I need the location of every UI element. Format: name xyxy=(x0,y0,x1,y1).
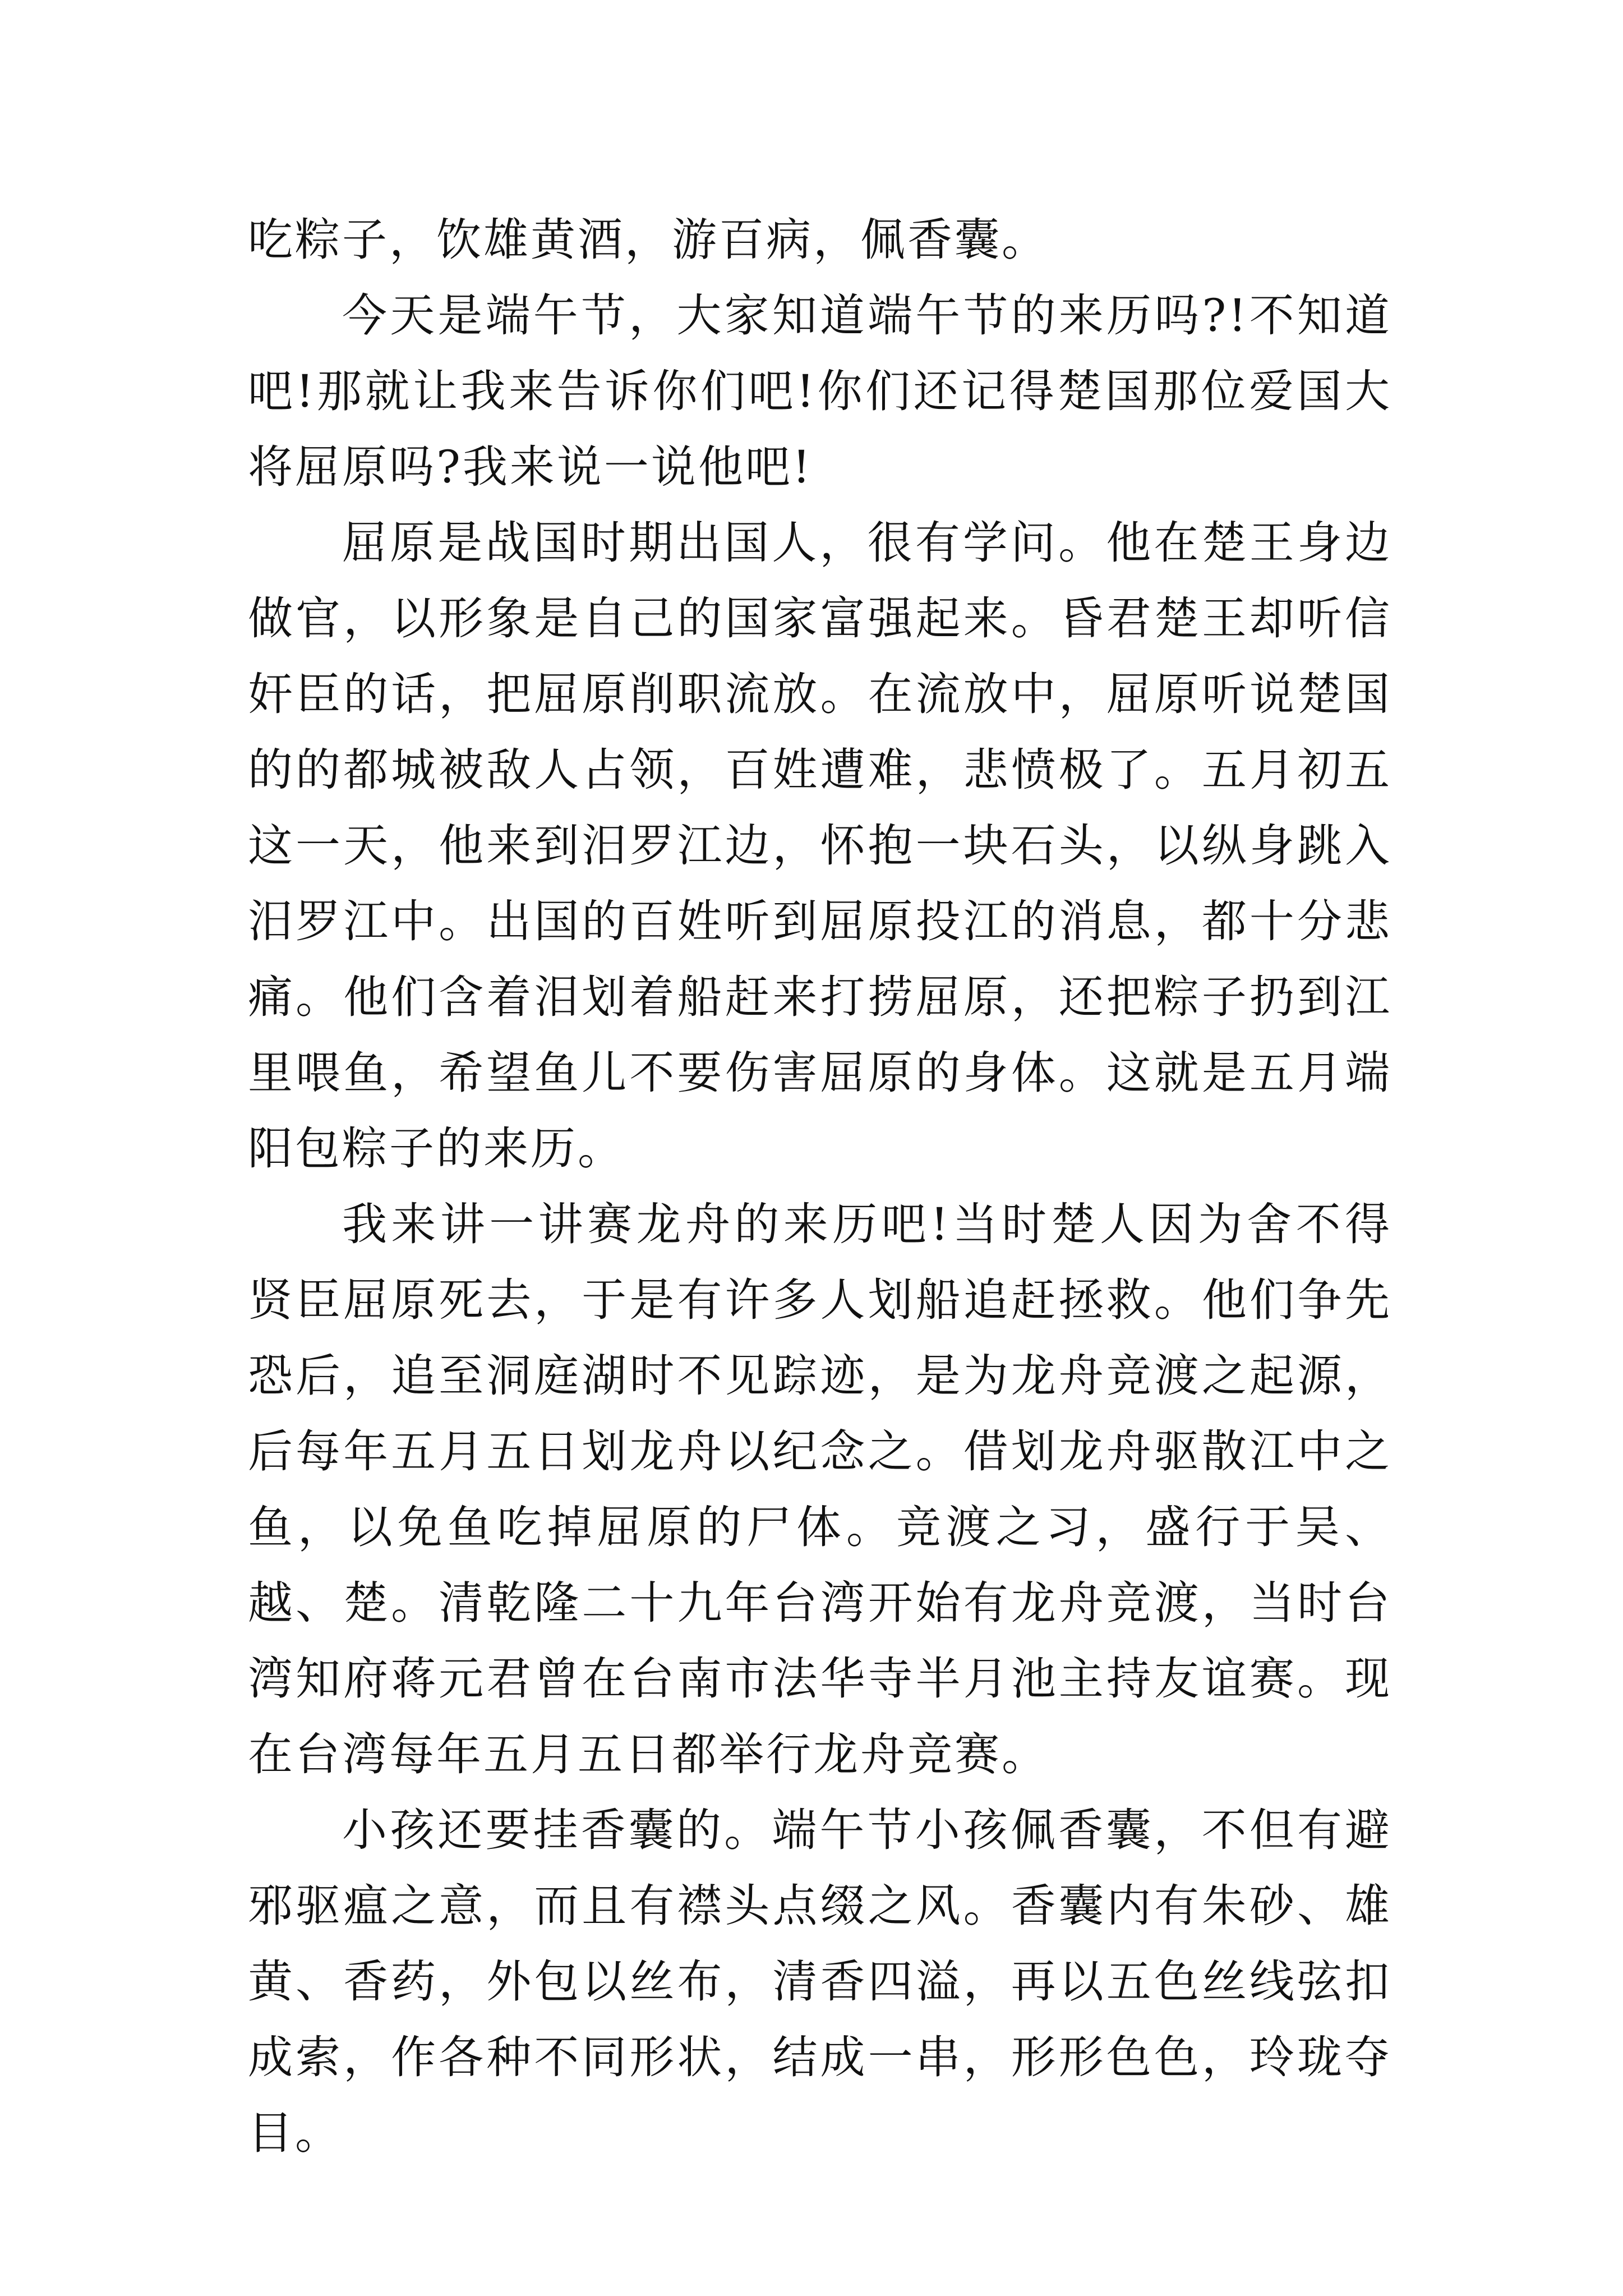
paragraph-2: 今天是端午节，大家知道端午节的来历吗?!不知道吧!那就让我来告诉你们吧!你们还记得楚国那位爱国大将屈原吗?我来说一说他吧! xyxy=(248,289,1392,493)
paragraph-3: 屈原是战国时期出国人，很有学问。他在楚王身边做官，以形象是自己的国家富强起来。昏君楚王却听信奸臣的话，把屈原削职流放。在流放中，屈原听说楚国的的都城被敌人占领，百姓遭难，悲愤极了。五月初五这一天，他来到汨罗江边，怀抱一块石头，以纵身跳入汨罗江中。出国的百姓听到屈原投江的消息，都十分悲痛。他们含着泪划着船赶来打捞屈原，还把粽子扔到江里喂鱼，希望鱼儿不要伤害屈原的身体。这就是五月端阳包粽子的来历。 xyxy=(248,517,1392,1175)
paragraph-1: 吃粽子，饮雄黄酒，游百病，佩香囊。 xyxy=(248,214,1049,266)
paragraph-5: 小孩还要挂香囊的。端午节小孩佩香囊，不但有避邪驱瘟之意，而且有襟头点缀之风。香囊内有朱砂、雄黄、香药，外包以丝布，清香四溢，再以五色丝线弦扣成索，作各种不同形状，结成一串，形形色色，玲珑夺目。 xyxy=(248,1804,1392,2159)
paragraph-4: 我来讲一讲赛龙舟的来历吧!当时楚人因为舍不得贤臣屈原死去，于是有许多人划船追赶拯救。他们争先恐后，追至洞庭湖时不见踪迹，是为龙舟竞渡之起源，后每年五月五日划龙舟以纪念之。借划龙舟驱散江中之鱼，以免鱼吃掉屈原的尸体。竞渡之习，盛行于吴、越、楚。清乾隆二十九年台湾开始有龙舟竞渡，当时台湾知府蒋元君曾在台南市法华寺半月池主持友谊赛。现在台湾每年五月五日都举行龙舟竞赛。 xyxy=(248,1198,1392,1780)
document-body xyxy=(248,202,1392,2171)
